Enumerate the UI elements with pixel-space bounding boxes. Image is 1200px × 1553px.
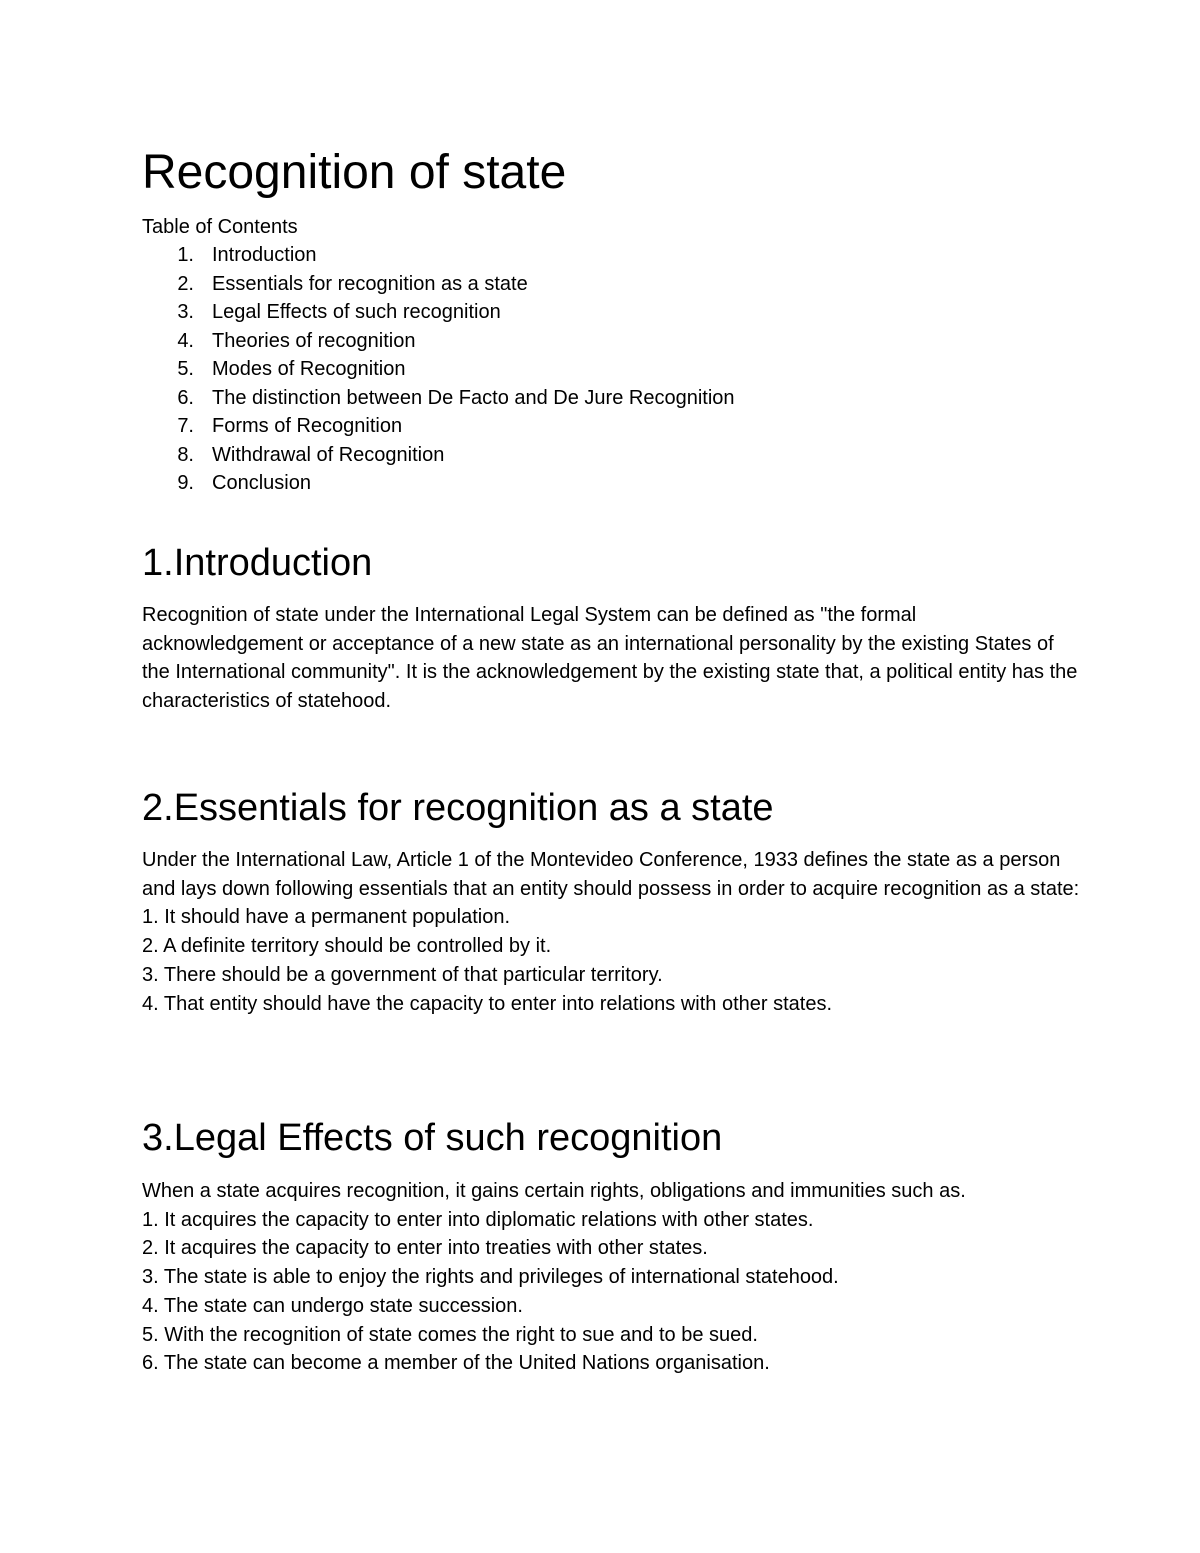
toc-item-number: 4. bbox=[177, 329, 194, 352]
essentials-list bbox=[142, 903, 1082, 1018]
toc-item bbox=[142, 270, 735, 299]
section-heading-introduction: 1.Introduction bbox=[142, 542, 373, 584]
toc-item-number: 2. bbox=[177, 272, 194, 295]
list-item: 5. With the recognition of state comes the right to sue and to be sued. bbox=[142, 1323, 758, 1346]
list-item: 6. The state can become a member of the United Nations organisation. bbox=[142, 1352, 770, 1375]
list-item: 1. It acquires the capacity to enter into diplomatic relations with other states. bbox=[142, 1208, 814, 1231]
toc-item bbox=[142, 355, 735, 384]
list-item: 2. A definite territory should be controlled by it. bbox=[142, 935, 552, 958]
toc-item-label: Essentials for recognition as a state bbox=[212, 272, 528, 295]
toc-item bbox=[142, 469, 735, 498]
toc-item-label: Legal Effects of such recognition bbox=[212, 301, 501, 323]
toc-item-number: 8. bbox=[177, 443, 194, 466]
toc-item-number: 9. bbox=[177, 472, 194, 494]
section-paragraph: Recognition of state under the International Legal System can be defined as "the formal acknowledgement or acceptance of a new state as an international personality by the existing States of the International community". It is the acknowledgement by the existing state that, a political entity has the characteristics of statehood. bbox=[142, 604, 1078, 713]
list-item: 2. It acquires the capacity to enter into treaties with other states. bbox=[142, 1237, 708, 1260]
section-heading-essentials: 2.Essentials for recognition as a state bbox=[142, 787, 774, 829]
section-body-legal-effects bbox=[142, 1177, 1082, 1378]
list-item: 4. That entity should have the capacity to enter into relations with other states. bbox=[142, 992, 833, 1015]
section-heading-legal-effects: 3.Legal Effects of such recognition bbox=[142, 1117, 723, 1159]
section-paragraph: Under the International Law, Article 1 of the Montevideo Conference, 1933 defines the state as a person and lays down following essentials that an entity should possess in order to acquire recognition as a state: bbox=[142, 849, 1080, 900]
list-item: 4. The state can undergo state succession. bbox=[142, 1294, 523, 1317]
toc-item bbox=[142, 298, 735, 327]
toc-item-number: 1. bbox=[177, 244, 194, 266]
list-item: 3. There should be a government of that particular territory. bbox=[142, 963, 663, 986]
toc-item-number: 6. bbox=[177, 386, 194, 409]
toc-item-number: 7. bbox=[177, 415, 194, 437]
toc-item-label: Withdrawal of Recognition bbox=[212, 443, 445, 466]
toc-heading: Table of Contents bbox=[142, 216, 298, 238]
toc-item bbox=[142, 441, 735, 470]
toc-item bbox=[142, 384, 735, 413]
toc-item-label: Introduction bbox=[212, 244, 317, 266]
toc-item-number: 5. bbox=[177, 358, 194, 380]
section-paragraph: When a state acquires recognition, it gains certain rights, obligations and immunities such as. bbox=[142, 1180, 966, 1202]
toc-item-number: 3. bbox=[177, 301, 194, 323]
toc-item bbox=[142, 327, 735, 356]
legal-effects-list bbox=[142, 1206, 1082, 1378]
table-of-contents bbox=[142, 241, 735, 498]
toc-item-label: Forms of Recognition bbox=[212, 415, 403, 437]
toc-item bbox=[142, 412, 735, 441]
toc-item-label: Modes of Recognition bbox=[212, 358, 406, 380]
section-body-essentials bbox=[142, 846, 1082, 1018]
toc-item-label: Theories of recognition bbox=[212, 329, 416, 352]
document-title: Recognition of state bbox=[142, 146, 567, 199]
toc-item bbox=[142, 241, 735, 270]
list-item: 1. It should have a permanent population. bbox=[142, 906, 511, 929]
toc-item-label: Conclusion bbox=[212, 472, 311, 494]
section-body-introduction bbox=[142, 601, 1082, 716]
list-item: 3. The state is able to enjoy the rights and privileges of international statehood. bbox=[142, 1266, 839, 1289]
toc-item-label: The distinction between De Facto and De Jure Recognition bbox=[212, 386, 735, 409]
